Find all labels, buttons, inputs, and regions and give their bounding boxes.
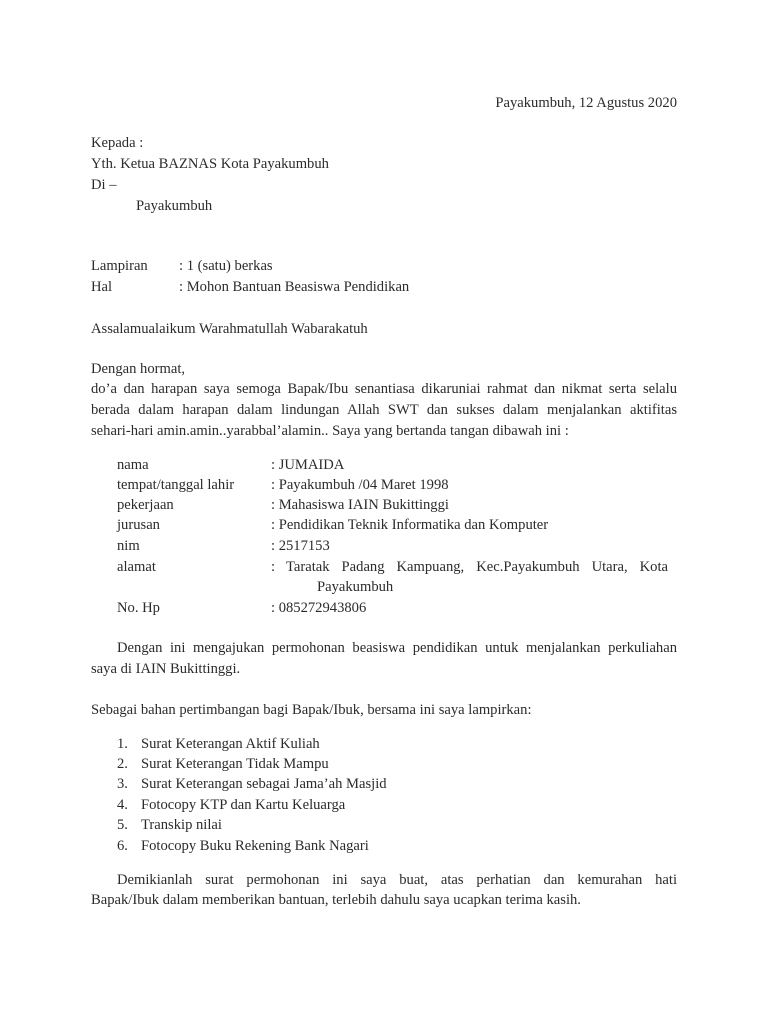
attachment-text: Transkip nilai [141, 817, 222, 833]
identity-label: nim [117, 538, 140, 554]
alamat-word: Kec.Payakumbuh [476, 559, 580, 575]
attachment-number: 3. [117, 776, 128, 792]
request-line: saya di IAIN Bukittinggi. [91, 661, 241, 677]
identity-value: : Payakumbuh /04 Maret 1998 [271, 477, 449, 493]
date-line: Payakumbuh, 12 Agustus 2020 [495, 95, 677, 111]
attachment-number: 1. [117, 736, 128, 752]
identity-value: : JUMAIDA [271, 457, 345, 473]
identity-value: : 085272943806 [271, 600, 367, 616]
attachment-text: Surat Keterangan Aktif Kuliah [141, 736, 320, 752]
alamat-word: Kota [639, 559, 668, 575]
attachment-text: Surat Keterangan Tidak Mampu [141, 756, 329, 772]
meta-label: Lampiran [91, 258, 148, 274]
attachment-number: 6. [117, 838, 128, 854]
meta-value: : 1 (satu) berkas [179, 258, 273, 274]
intro-line: sehari-hari amin.amin..yarabbal’alamin.. Saya yang bertanda tangan dibawah ini : [91, 423, 569, 439]
meta-value: : Mohon Bantuan Beasiswa Pendidikan [179, 279, 410, 295]
attachment-number: 5. [117, 817, 128, 833]
attachment-text: Surat Keterangan sebagai Jama’ah Masjid [141, 776, 387, 792]
attachment-text: Fotocopy Buku Rekening Bank Nagari [141, 838, 369, 854]
attachment-text: Fotocopy KTP dan Kartu Keluarga [141, 797, 346, 813]
closing-line: Demikianlah surat permohonan ini saya buat, atas perhatian dan kemurahan hati [117, 872, 677, 888]
attachment-number: 2. [117, 756, 128, 772]
attachment-intro: Sebagai bahan pertimbangan bagi Bapak/Ibuk, bersama ini saya lampirkan: [91, 702, 532, 718]
greeting: Assalamualaikum Warahmatullah Wabarakatuh [91, 321, 368, 337]
alamat-word: Kampuang, [396, 559, 465, 575]
intro-line: berada dalam harapan dalam lindungan Allah SWT dan sukses dalam menjalankan aktifitas [91, 402, 677, 418]
alamat-line-1 [286, 557, 668, 577]
identity-label: tempat/tanggal lahir [117, 477, 235, 493]
closing-line: Bapak/Ibuk dalam memberikan bantuan, terlebih dahulu saya ucapkan terima kasih. [91, 892, 581, 908]
intro-line: do’a dan harapan saya semoga Bapak/Ibu senantiasa dikaruniai rahmat dan nikmat serta selalu [91, 381, 677, 397]
recipient-city: Payakumbuh [136, 198, 213, 214]
alamat-word: Utara, [591, 559, 628, 575]
identity-value: : Pendidikan Teknik Informatika dan Komputer [271, 517, 549, 533]
identity-value: : 2517153 [271, 538, 330, 554]
alamat-word: Padang [341, 559, 385, 575]
identity-label: No. Hp [117, 600, 160, 616]
meta-label: Hal [91, 279, 113, 295]
recipient-kepada: Kepada : [91, 135, 144, 151]
identity-value: : Mahasiswa IAIN Bukittinggi [271, 497, 449, 513]
alamat-colon: : [271, 559, 276, 575]
attachment-number: 4. [117, 797, 128, 813]
request-line: Dengan ini mengajukan permohonan beasiswa pendidikan untuk menjalankan perkuliahan [117, 640, 677, 656]
recipient-yth: Yth. Ketua BAZNAS Kota Payakumbuh [91, 156, 329, 172]
recipient-di: Di – [91, 177, 117, 193]
alamat-line-2: Payakumbuh [317, 579, 394, 595]
identity-label: pekerjaan [117, 497, 174, 513]
identity-label: nama [117, 457, 149, 473]
identity-label: jurusan [117, 517, 160, 533]
alamat-word: Taratak [286, 559, 330, 575]
identity-label: alamat [117, 559, 156, 575]
opening: Dengan hormat, [91, 361, 186, 377]
